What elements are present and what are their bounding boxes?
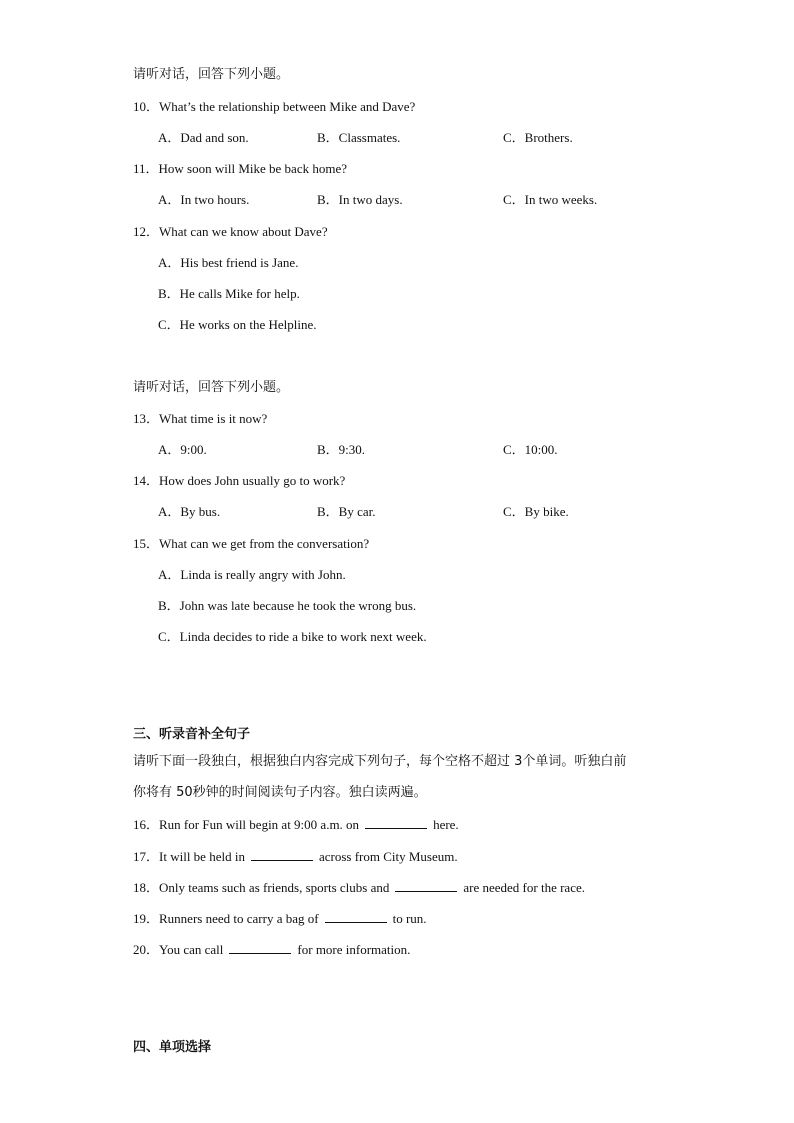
option-12-c: C．He works on the Helpline. (158, 317, 317, 332)
question-number: 12． (133, 224, 160, 239)
section-three-instruction-2: 你将有 50秒钟的时间阅读句子内容。独白读两遍。 (133, 785, 427, 800)
option-15-b: B．John was late because he took the wrong bus. (158, 598, 417, 613)
option-13-c: C．10:00. (503, 442, 558, 457)
section-three-heading: 三、听录音补全句子 (133, 727, 251, 742)
question-number: 13． (133, 411, 160, 426)
question-15 (133, 536, 369, 552)
item-number: 16． (133, 817, 160, 832)
item-text-after: across from City Museum. (318, 849, 458, 864)
question-text: How soon will Mike be back home? (158, 161, 347, 176)
option-10-b: B．Classmates. (317, 130, 401, 145)
item-text-after: here. (433, 817, 459, 832)
item-text-after: are needed for the race. (463, 880, 585, 895)
answer-blank[interactable] (229, 941, 291, 954)
question-text: How does John usually go to work? (159, 473, 346, 488)
question-text: What can we know about Dave? (159, 224, 328, 239)
item-number: 19． (133, 911, 160, 926)
fill-item-17 (133, 848, 458, 865)
question-number: 11． (133, 161, 159, 176)
option-13-b: B．9:30. (317, 442, 366, 457)
question-number: 15． (133, 536, 160, 551)
item-text-before: It will be held in (159, 849, 245, 864)
item-text-before: Only teams such as friends, sports clubs and (159, 880, 390, 895)
question-11 (133, 161, 347, 177)
answer-blank[interactable] (365, 816, 427, 829)
fill-item-16 (133, 816, 459, 833)
item-number: 18． (133, 880, 160, 895)
item-number: 20． (133, 942, 160, 957)
question-number: 14． (133, 473, 160, 488)
item-text-after: to run. (392, 911, 427, 926)
question-10 (133, 99, 415, 115)
answer-blank[interactable] (325, 910, 387, 923)
option-12-b: B．He calls Mike for help. (158, 286, 300, 301)
option-15-c: C．Linda decides to ride a bike to work next week. (158, 629, 427, 644)
answer-blank[interactable] (395, 879, 457, 892)
item-text-before: You can call (159, 942, 224, 957)
instruction-listen-a: 请听对话，回答下列小题。 (133, 67, 290, 82)
option-10-c: C．Brothers. (503, 130, 573, 145)
option-14-a: A．By bus. (158, 504, 221, 519)
option-11-b: B．In two days. (317, 192, 403, 207)
question-text: What time is it now? (159, 411, 268, 426)
answer-blank[interactable] (251, 848, 313, 861)
option-14-c: C．By bike. (503, 504, 569, 519)
item-text-after: for more information. (297, 942, 411, 957)
fill-item-19 (133, 910, 427, 927)
instruction-listen-b: 请听对话，回答下列小题。 (133, 380, 290, 395)
fill-item-20 (133, 941, 410, 958)
option-12-a: A．His best friend is Jane. (158, 255, 299, 270)
option-11-c: C．In two weeks. (503, 192, 598, 207)
question-number: 10． (133, 99, 160, 114)
section-three-instruction-1: 请听下面一段独白，根据独白内容完成下列句子，每个空格不超过 3个单词。听独白前 (133, 754, 627, 769)
option-11-a: A．In two hours. (158, 192, 250, 207)
option-15-a: A．Linda is really angry with John. (158, 567, 346, 582)
fill-item-18 (133, 879, 585, 896)
question-13 (133, 411, 267, 427)
option-13-a: A．9:00. (158, 442, 207, 457)
item-number: 17． (133, 849, 160, 864)
question-14 (133, 473, 345, 489)
question-text: What can we get from the conversation? (159, 536, 370, 551)
question-12 (133, 224, 328, 240)
item-text-before: Run for Fun will begin at 9:00 a.m. on (159, 817, 360, 832)
option-10-a: A．Dad and son. (158, 130, 249, 145)
section-four-heading: 四、单项选择 (133, 1040, 212, 1055)
question-text: What’s the relationship between Mike and Dave? (159, 99, 416, 114)
option-14-b: B．By car. (317, 504, 376, 519)
item-text-before: Runners need to carry a bag of (159, 911, 319, 926)
